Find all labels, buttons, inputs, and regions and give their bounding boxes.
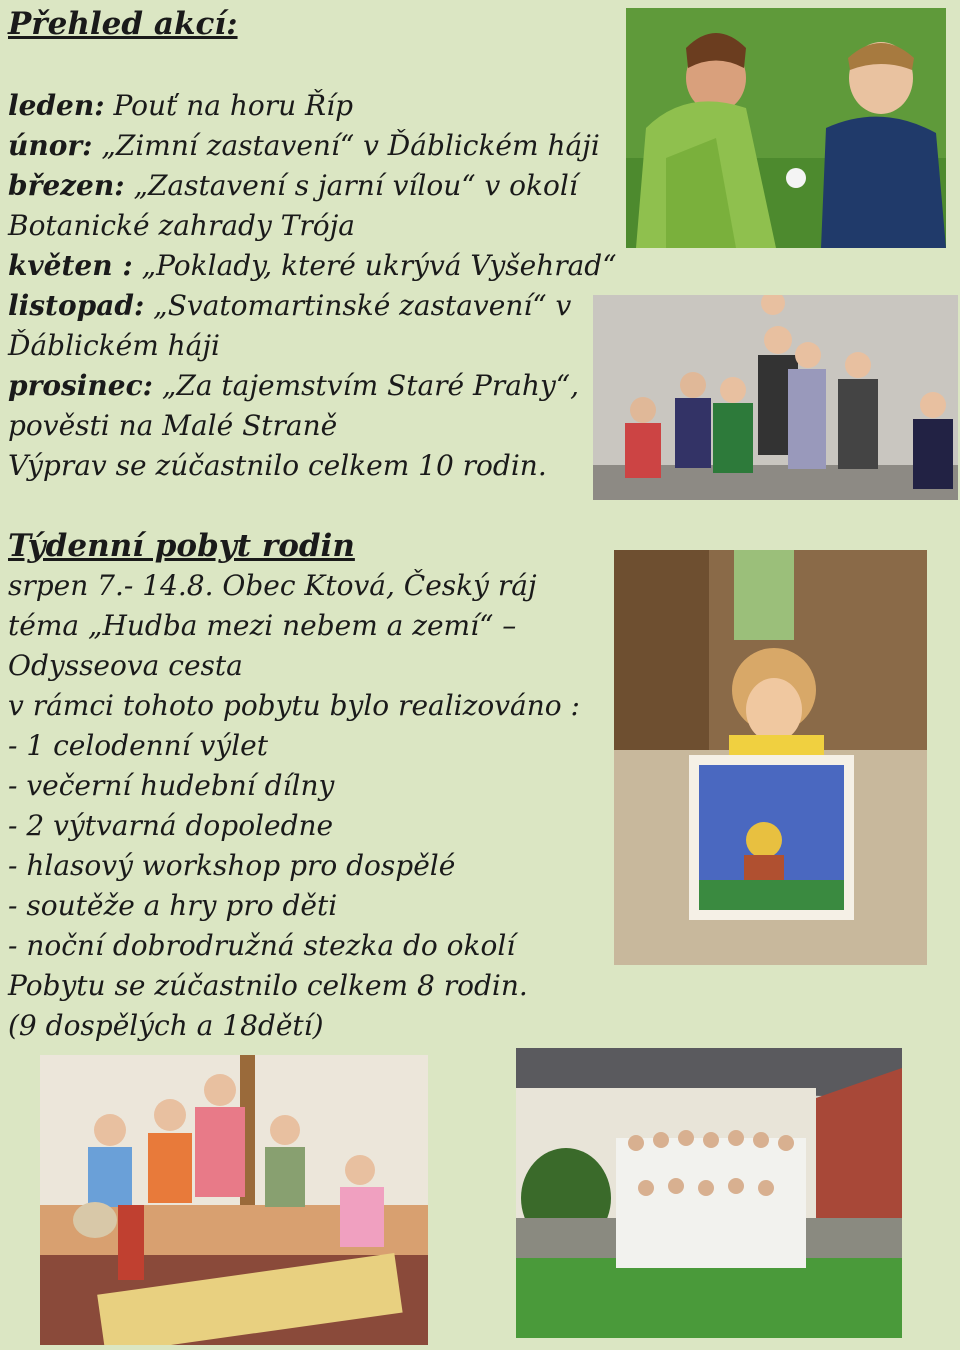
photo-drumming-workshop <box>40 1055 428 1345</box>
event-line-march: březen: „Zastavení s jarní vílou“ v okolí <box>8 169 578 202</box>
photo-children-group <box>593 295 958 500</box>
event-line-march-cont: Botanické zahrady Trója <box>8 209 355 242</box>
event-line-february: únor: „Zimní zastavení“ v Ďáblickém háji <box>8 129 600 162</box>
stay-summary: Pobytu se zúčastnilo celkem 8 rodin. <box>8 969 528 1002</box>
photo-group-outdoor <box>516 1048 902 1338</box>
event-line-november: listopad: „Svatomartinské zastavení“ v <box>8 289 572 322</box>
section-title-overview: Přehled akcí: <box>8 6 238 42</box>
event-line-may: květen : „Poklady, které ukrývá Vyšehrad“ <box>8 249 617 282</box>
stay-details <box>8 566 580 1046</box>
stay-line: srpen 7.- 14.8. Obec Ktová, Český ráj <box>8 569 537 602</box>
stay-line: Odysseova cesta <box>8 649 243 682</box>
events-list <box>8 86 617 486</box>
stay-line: téma „Hudba mezi nebem a zemí“ – <box>8 609 517 642</box>
event-line-january: leden: Pouť na horu Říp <box>8 89 353 122</box>
stay-line: v rámci tohoto pobytu bylo realizováno : <box>8 689 580 722</box>
stay-activity: - 1 celodenní výlet <box>8 729 268 762</box>
stay-activity: - večerní hudební dílny <box>8 769 335 802</box>
stay-summary-count: (9 dospělých a 18dětí) <box>8 1009 324 1042</box>
photo-woman-and-boy <box>626 8 946 248</box>
stay-activity: - 2 výtvarná dopoledne <box>8 809 334 842</box>
photo-child-with-painting <box>614 550 927 965</box>
event-line-december-cont: pověsti na Malé Straně <box>8 409 338 442</box>
stay-activity: - soutěže a hry pro děti <box>8 889 338 922</box>
stay-activity: - hlasový workshop pro dospělé <box>8 849 456 882</box>
section-title-family-stay: Týdenní pobyt rodin <box>8 528 355 564</box>
event-line-december: prosinec: „Za tajemstvím Staré Prahy“, <box>8 369 579 402</box>
event-line-november-cont: Ďáblickém háji <box>8 329 221 362</box>
events-summary: Výprav se zúčastnilo celkem 10 rodin. <box>8 449 547 482</box>
stay-activity: - noční dobrodružná stezka do okolí <box>8 929 516 962</box>
